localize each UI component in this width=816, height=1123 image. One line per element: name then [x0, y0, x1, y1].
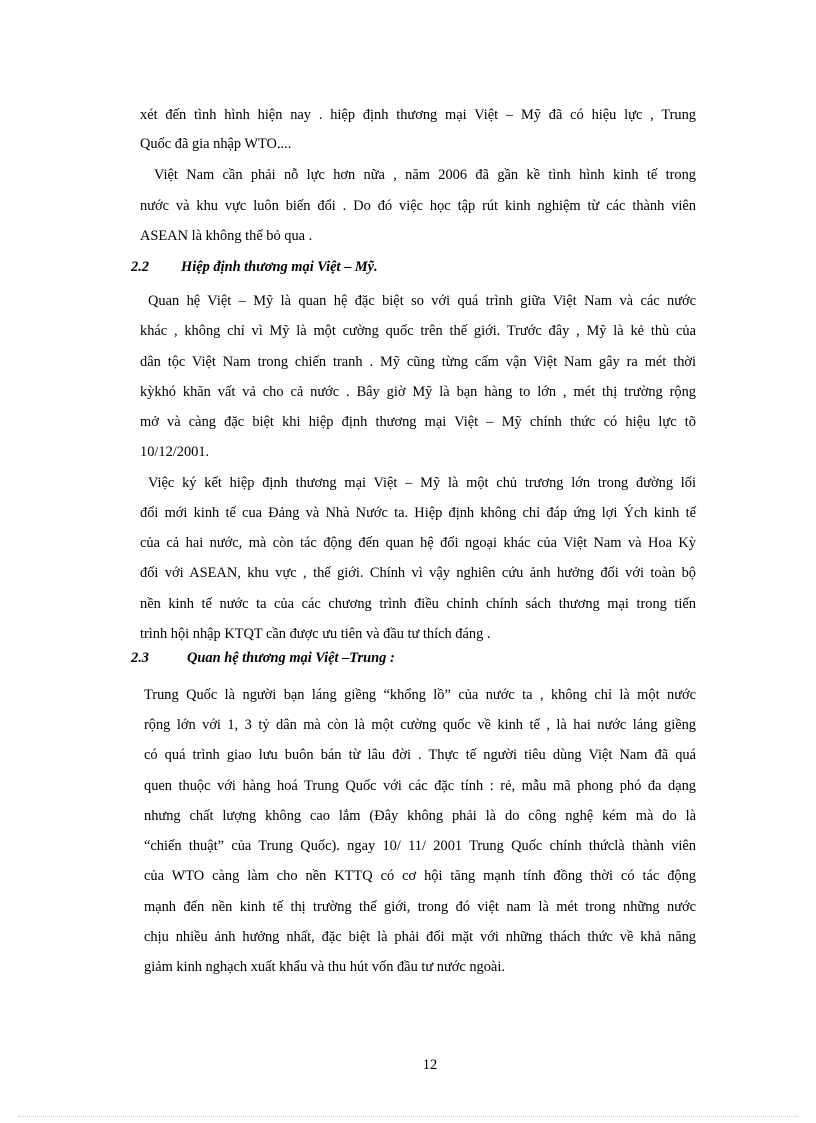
paragraph-line: của cả hai nước, mà còn tác động đến quan hệ đối ngoại khác của Việt Nam và Hoa Kỳ: [140, 535, 696, 551]
paragraph-line: Quốc đã gia nhập WTO....: [140, 136, 292, 152]
paragraph-line: có quá trình giao lưu buôn bán từ lâu đời . Thực tế người tiêu dùng Việt Nam đã quá: [144, 747, 696, 763]
paragraph-line: mạnh đến nền kinh tế thị trường thế giới, trong đó việt nam là mét trong những nước: [144, 899, 696, 915]
paragraph-line: đối với ASEAN, khu vực , thế giới. Chính vì vậy nghiên cứu ảnh hưởng đối với toàn bộ: [140, 565, 696, 581]
paragraph-line: Việt Nam cần phải nỗ lực hơn nữa , năm 2006 đã gần kề tình hình kinh tế trong: [154, 167, 696, 183]
section-title: Hiệp định thương mại Việt – Mỹ.: [181, 259, 378, 275]
paragraph-line: khác , không chỉ vì Mỹ là một cường quốc trên thế giới. Trước đây , Mỹ là kẻ thù của: [140, 323, 696, 339]
footer-divider: [18, 1116, 798, 1117]
paragraph-line: xét đến tình hình hiện nay . hiệp định thương mại Việt – Mỹ đã có hiệu lực , Trung: [140, 107, 696, 123]
paragraph-line: ASEAN là không thể bỏ qua .: [140, 228, 313, 244]
paragraph-line: mở và càng đặc biệt khi hiệp định thương mại Việt – Mỹ chính thức có hiệu lực tõ: [140, 414, 696, 430]
paragraph-line: kỳkhó khăn vất vả cho cả nước . Bây giờ Mỹ là bạn hàng to lớn , mét thị trường rộng: [140, 384, 696, 400]
paragraph-line: chịu nhiều ảnh hưởng nhất, đặc biệt là phải đối mặt với những thách thức về khả năng: [144, 929, 696, 945]
section-number: 2.2: [131, 259, 149, 275]
paragraph-line: dân tộc Việt Nam trong chiến tranh . Mỹ cũng từng cấm vận Việt Nam gây ra mét thời: [140, 354, 696, 370]
paragraph-line: rộng lớn với 1, 3 tỷ dân mà còn là một cường quốc về kinh tế , là hai nước láng giềng: [144, 717, 696, 733]
paragraph-line: trình hội nhập KTQT cần được ưu tiên và đầu tư thích đáng .: [140, 626, 491, 642]
paragraph-line: quen thuộc với hàng hoá Trung Quốc với các đặc tính : rẻ, mẫu mã phong phó đa dạng: [144, 778, 696, 794]
paragraph-line: 10/12/2001.: [140, 444, 210, 460]
paragraph-line: “chiến thuật” của Trung Quốc). ngay 10/ 11/ 2001 Trung Quốc chính thứclà thành viên: [144, 838, 696, 854]
paragraph-line: đổi mới kinh tế cua Đảng và Nhà Nước ta. Hiệp định không chỉ đáp ứng lợi Ých kinh tế: [140, 505, 696, 521]
section-number: 2.3: [131, 650, 149, 666]
paragraph-line: Quan hệ Việt – Mỹ là quan hệ đặc biệt so với quá trình giữa Việt Nam và các nước: [148, 293, 696, 309]
paragraph-line: nước và khu vực luôn biến đổi . Do đó việc học tập rút kinh nghiệm từ các thành viên: [140, 198, 696, 214]
paragraph-line: Trung Quốc là người bạn láng giềng “khổng lồ” của nước ta , không chỉ là một nước: [144, 687, 696, 703]
section-title: Quan hệ thương mại Việt –Trung :: [187, 650, 395, 666]
paragraph-line: của WTO càng làm cho nền KTTQ có cơ hội tăng mạnh tính đồng thời có tác động: [144, 868, 696, 884]
paragraph-line: nền kinh tế nước ta của các chương trình điều chỉnh chính sách thương mại trong tiến: [140, 596, 696, 612]
paragraph-line: Việc ký kết hiệp định thương mại Việt – Mỹ là một chủ trương lớn trong đường lối: [148, 475, 696, 491]
paragraph-line: giảm kinh nghạch xuất khẩu và thu hút vốn đầu tư nước ngoài.: [144, 959, 505, 975]
page-number: 12: [422, 1057, 438, 1073]
paragraph-line: nhưng chất lượng không cao lắm (Đây không phải là do công nghệ kém mà do là: [144, 808, 696, 824]
